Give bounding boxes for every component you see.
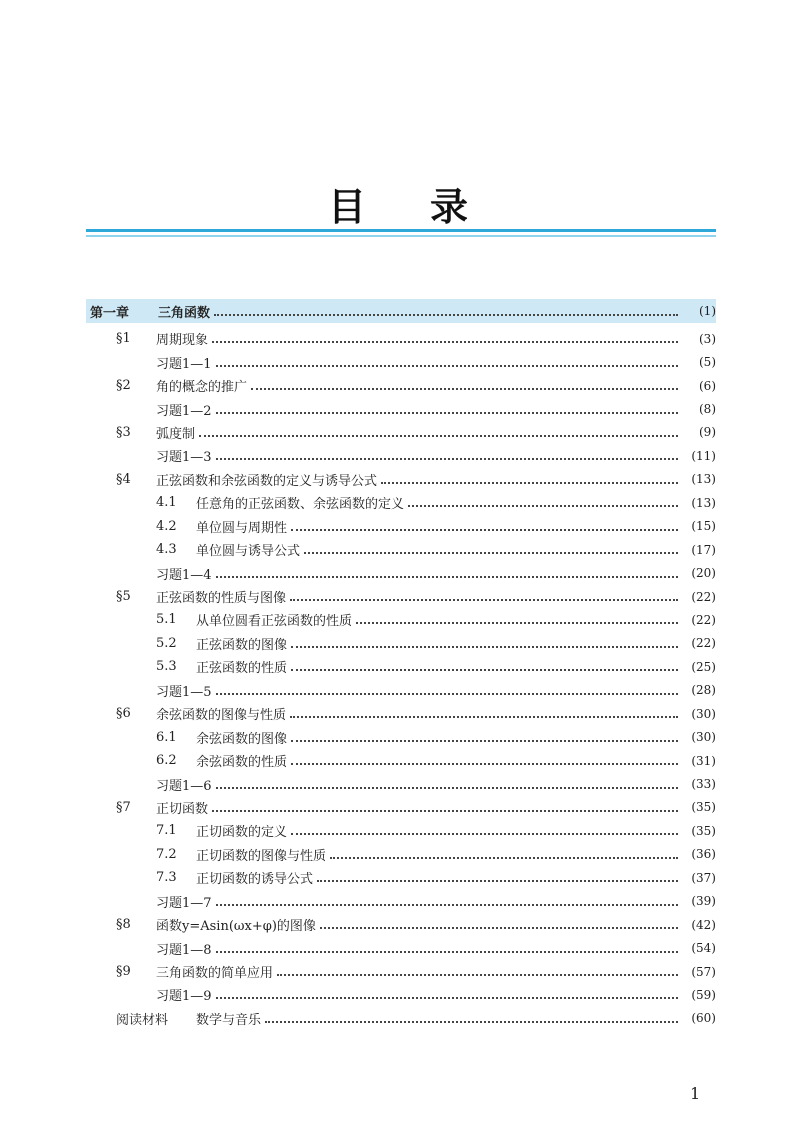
toc-entry-title: 余弦函数的性质 [196, 755, 288, 771]
toc-entry-number: 5.2 [156, 635, 177, 651]
toc-entry-number: 4.3 [156, 542, 177, 558]
toc-leader-dots [199, 422, 678, 437]
toc-entry-label [86, 400, 212, 419]
toc-entry-number: 7.1 [156, 823, 177, 839]
page-number: 1 [690, 1084, 701, 1103]
toc-entry-row[interactable] [86, 960, 716, 983]
toc-entry-number: 4.2 [156, 518, 177, 534]
toc-leader-dots [216, 891, 678, 906]
toc-page-ref: (13) [691, 472, 716, 487]
toc-entry-row[interactable] [86, 538, 716, 561]
toc-page-ref: (54) [691, 941, 716, 956]
toc-entry-number: 4.1 [156, 495, 177, 511]
toc-leader-dots [216, 399, 678, 414]
toc-page-ref: (15) [691, 519, 716, 534]
toc-entry-number: §4 [116, 471, 131, 487]
toc-entry-title: 余弦函数的图像与性质 [156, 708, 287, 724]
toc-leader-dots [291, 750, 678, 765]
toc-entry-label [86, 610, 352, 629]
toc-entry-title: 习题1—5 [156, 684, 212, 700]
toc-entry-row[interactable] [86, 749, 716, 772]
toc-page-ref: (9) [699, 425, 716, 440]
toc-entry-title: 正弦函数和余弦函数的定义与诱导公式 [156, 473, 378, 489]
toc-entry-number: §3 [116, 424, 131, 440]
toc-entry-label [86, 470, 377, 489]
toc-entry-title: 角的概念的推广 [156, 380, 248, 396]
toc-entry-label [86, 681, 212, 700]
toc-leader-dots [320, 914, 678, 929]
toc-entry-number: §1 [116, 331, 131, 347]
toc-page-ref: (6) [699, 378, 716, 393]
toc-entry-row[interactable] [86, 397, 716, 420]
toc-leader-dots [291, 633, 678, 648]
toc-entry-number: 第一章 [90, 305, 130, 321]
toc-entry-label [86, 423, 195, 442]
toc-leader-dots [291, 516, 678, 531]
toc-entry-label [86, 634, 287, 653]
toc-entry-title: 数学与音乐 [196, 1012, 262, 1028]
toc-entry-row[interactable] [86, 585, 716, 608]
toc-entry-title: 周期现象 [156, 333, 209, 349]
toc-leader-dots [291, 727, 678, 742]
toc-entry-title: 三角函数的简单应用 [156, 966, 274, 982]
toc-entry-title: 正切函数的图像与性质 [196, 848, 327, 864]
toc-entry-title: 正切函数的诱导公式 [196, 872, 314, 888]
toc-entry-row[interactable] [86, 936, 716, 959]
toc-entry-title: 三角函数 [158, 305, 211, 321]
toc-leader-dots [330, 844, 678, 859]
toc-page-ref: (8) [699, 402, 716, 417]
toc-entry-title: 习题1—1 [156, 356, 212, 372]
toc-entry-title: 习题1—9 [156, 989, 212, 1005]
toc-entry-row[interactable] [86, 327, 716, 350]
toc-leader-dots [251, 375, 678, 390]
toc-entry-label [86, 915, 316, 934]
toc-page-ref: (22) [691, 636, 716, 651]
toc-entry-row[interactable] [86, 983, 716, 1006]
toc-chapter-row[interactable] [86, 299, 716, 323]
toc-entry-title: 正弦函数的图像 [196, 637, 288, 653]
title-rule-secondary [86, 235, 716, 237]
toc-entry-label [86, 493, 404, 512]
toc-entry-row[interactable] [86, 350, 716, 373]
toc-entry-title: 从单位圆看正弦函数的性质 [196, 614, 353, 630]
toc-entry-number: §7 [116, 799, 131, 815]
toc-entry-number: 7.3 [156, 870, 177, 886]
toc-page-ref: (30) [691, 706, 716, 721]
toc-entry-label [86, 517, 287, 536]
toc-entry-label [86, 728, 287, 747]
toc-leader-dots [265, 1008, 678, 1023]
toc-page-ref: (22) [691, 612, 716, 627]
toc-entry-title: 习题1—3 [156, 450, 212, 466]
toc-entry-label [86, 892, 212, 911]
toc-page-ref: (57) [691, 964, 716, 979]
toc-entry-label [86, 540, 300, 559]
toc-leader-dots [304, 539, 678, 554]
toc-entry-number: 6.1 [156, 729, 177, 745]
toc-entry-row[interactable] [86, 725, 716, 748]
title-char-2: 录 [430, 185, 473, 229]
toc-entry-row[interactable] [86, 796, 716, 819]
toc-leader-dots [381, 469, 678, 484]
toc-entry-title: 正切函数的定义 [196, 825, 288, 841]
toc-entry-row[interactable] [86, 655, 716, 678]
toc-page-ref: (31) [691, 753, 716, 768]
toc-leader-dots [317, 867, 678, 882]
toc-page-ref: (17) [691, 542, 716, 557]
toc-entry-row[interactable] [86, 374, 716, 397]
toc-page-ref: (22) [691, 589, 716, 604]
toc-leader-dots [212, 328, 678, 343]
toc-entry-number: §9 [116, 964, 131, 980]
toc-page-ref: (37) [691, 870, 716, 885]
toc-entry-label [86, 1009, 261, 1028]
toc-entry-number: 6.2 [156, 753, 177, 769]
toc-entry-label [86, 329, 208, 348]
toc-entry-number: §8 [116, 917, 131, 933]
toc-entry-row[interactable] [86, 913, 716, 936]
toc-page-ref: (28) [691, 683, 716, 698]
toc-entry-label [86, 657, 287, 676]
toc-entry-label [86, 564, 212, 583]
toc-entry-number: 5.3 [156, 659, 177, 675]
toc-page-ref: (42) [691, 917, 716, 932]
toc-entry-label [86, 962, 273, 981]
toc-leader-dots [216, 352, 678, 367]
toc-entry-label [86, 775, 212, 794]
toc-leader-dots [212, 797, 678, 812]
toc-entry-row[interactable] [86, 632, 716, 655]
toc-leader-dots [214, 301, 678, 316]
toc-entry-row[interactable] [86, 561, 716, 584]
toc-leader-dots [408, 492, 678, 507]
toc-entry-label [86, 353, 212, 372]
toc-page-ref: (25) [691, 659, 716, 674]
toc-entry-label [86, 302, 210, 321]
toc-entry-title: 习题1—2 [156, 403, 212, 419]
toc-entry-row[interactable] [86, 772, 716, 795]
toc-entry-row[interactable] [86, 468, 716, 491]
toc-page-ref: (35) [691, 823, 716, 838]
toc-page-ref: (30) [691, 730, 716, 745]
title-rule-primary [86, 229, 716, 232]
toc-leader-dots [216, 445, 678, 460]
toc-entry-row[interactable] [86, 702, 716, 725]
toc-page-ref: (13) [691, 495, 716, 510]
toc-page-ref: (33) [691, 777, 716, 792]
toc-leader-dots [216, 938, 678, 953]
toc-leader-dots [216, 680, 678, 695]
toc-entry-label [86, 985, 212, 1004]
toc-entry-number: §2 [116, 378, 131, 394]
toc-entry-label [86, 798, 208, 817]
toc-entry-number: 5.1 [156, 612, 177, 628]
toc-entry-row[interactable] [86, 843, 716, 866]
toc-entry-title: 弧度制 [156, 426, 196, 442]
toc-entry-title: 单位圆与周期性 [196, 520, 288, 536]
toc-leader-dots [216, 984, 678, 999]
toc-page-ref: (36) [691, 847, 716, 862]
toc-leader-dots [216, 563, 678, 578]
toc-entry-row[interactable] [86, 608, 716, 631]
toc-page-ref: (59) [691, 987, 716, 1002]
toc-page-ref: (11) [691, 448, 716, 463]
toc-entry-number: 阅读材料 [116, 1012, 169, 1028]
toc-leader-dots [290, 586, 678, 601]
toc-page-ref: (35) [691, 800, 716, 815]
toc-entry-title: 任意角的正弦函数、余弦函数的定义 [196, 497, 405, 513]
toc-page-ref: (1) [699, 304, 716, 318]
toc-entry-label [86, 751, 287, 770]
title-char-1: 目 [327, 185, 370, 229]
toc-entry-title: 习题1—4 [156, 567, 212, 583]
toc-leader-dots [216, 774, 678, 789]
toc-entry-label [86, 868, 313, 887]
page-title [0, 176, 800, 231]
toc-entry-label [86, 845, 326, 864]
toc-entry-title: 正弦函数的性质 [196, 661, 288, 677]
toc-page-ref: (5) [699, 355, 716, 370]
toc-entry-number: §6 [116, 706, 131, 722]
toc-entry-title: 习题1—8 [156, 942, 212, 958]
toc-entry-title: 单位圆与诱导公式 [196, 544, 301, 560]
toc-entry-row[interactable] [86, 421, 716, 444]
toc-entry-title: 习题1—6 [156, 778, 212, 794]
toc-entry-number: 7.2 [156, 846, 177, 862]
toc-entry-row[interactable] [86, 491, 716, 514]
toc-entry-row[interactable] [86, 866, 716, 889]
toc-entry-title: 余弦函数的图像 [196, 731, 288, 747]
toc-page-ref: (60) [691, 1011, 716, 1026]
toc-entry-row[interactable] [86, 1007, 716, 1030]
toc-entry-title: 函数y=Asin(ωx+φ)的图像 [156, 919, 316, 935]
toc-entry-number: §5 [116, 589, 131, 605]
toc-entry-row[interactable] [86, 890, 716, 913]
toc-entry-title: 习题1—7 [156, 895, 212, 911]
toc-entry-label [86, 704, 286, 723]
toc-page-ref: (3) [699, 331, 716, 346]
toc-page-ref: (39) [691, 894, 716, 909]
toc-leader-dots [291, 820, 678, 835]
toc-page-ref: (20) [691, 566, 716, 581]
toc-entry-row[interactable] [86, 819, 716, 842]
toc-entry-label [86, 446, 212, 465]
toc-entry-title: 正切函数 [156, 801, 209, 817]
toc-entry-row[interactable] [86, 515, 716, 538]
toc-leader-dots [290, 703, 678, 718]
toc-entry-label [86, 821, 287, 840]
toc-entry-row[interactable] [86, 679, 716, 702]
toc-leader-dots [291, 656, 678, 671]
toc-entry-title: 正弦函数的性质与图像 [156, 591, 287, 607]
toc-entry-label [86, 939, 212, 958]
toc-entry-label [86, 376, 247, 395]
toc-leader-dots [356, 609, 678, 624]
toc-entry-label [86, 587, 286, 606]
table-of-contents [86, 299, 716, 1030]
toc-leader-dots [277, 961, 678, 976]
toc-entry-row[interactable] [86, 444, 716, 467]
